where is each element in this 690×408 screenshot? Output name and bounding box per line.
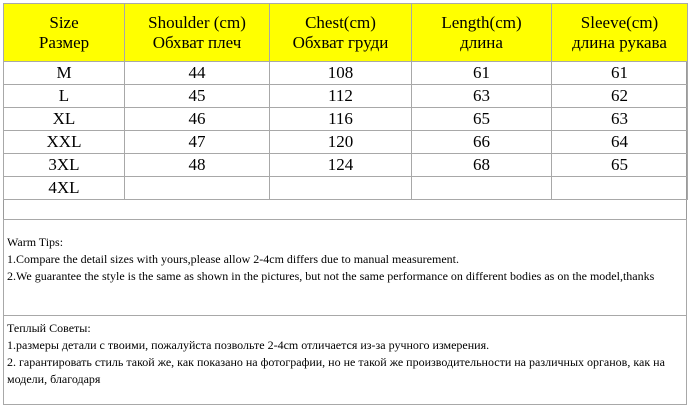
- header-size: [4, 4, 125, 62]
- tips-ru-line-2: 2. гарантировать стиль такой же, как показано на фотографии, но не такой же производительности на различных органов, как на модели, благодаря: [7, 355, 665, 386]
- cell-length: 61: [412, 62, 552, 85]
- cell-length: 63: [412, 85, 552, 108]
- cell-shoulder: 45: [125, 85, 270, 108]
- cell-size: 4XL: [4, 177, 125, 200]
- header-sleeve-ru: длина рукава: [572, 32, 667, 52]
- cell-shoulder: 46: [125, 108, 270, 131]
- size-chart-table: [3, 3, 688, 200]
- cell-length: 68: [412, 154, 552, 177]
- header-chest-en: Chest(cm): [305, 12, 376, 32]
- cell-length: 66: [412, 131, 552, 154]
- cell-sleeve: 64: [552, 131, 688, 154]
- header-size-ru: Размер: [38, 32, 90, 52]
- table-row: [4, 131, 688, 154]
- tips-en-line-1: 1.Compare the detail sizes with yours,please allow 2-4cm differs due to manual measurement.: [7, 252, 459, 266]
- tips-ru-line-1: 1.размеры детали с твоими, пожалуйста позвольте 2-4cm отличается из-за ручного измерения.: [7, 338, 490, 352]
- tips-en-line-2: 2.We guarantee the style is the same as shown in the pictures, but not the same performance on different bodies as on the model,thanks: [7, 269, 655, 283]
- header-chest: [270, 4, 412, 62]
- tips-ru-title: Теплый Советы:: [7, 321, 91, 335]
- table-row: [4, 85, 688, 108]
- header-shoulder-en: Shoulder (cm): [148, 12, 246, 32]
- warm-tips-russian: [3, 315, 687, 405]
- header-shoulder: [125, 4, 270, 62]
- cell-sleeve: 65: [552, 154, 688, 177]
- header-length-en: Length(cm): [441, 12, 522, 32]
- cell-chest: 124: [270, 154, 412, 177]
- header-sleeve: [552, 4, 688, 62]
- warm-tips-english: [3, 219, 687, 316]
- cell-size: M: [4, 62, 125, 85]
- cell-sleeve: 63: [552, 108, 688, 131]
- cell-size: 3XL: [4, 154, 125, 177]
- cell-size: XXL: [4, 131, 125, 154]
- header-chest-ru: Обхват груди: [292, 32, 389, 52]
- cell-size: L: [4, 85, 125, 108]
- cell-chest: 120: [270, 131, 412, 154]
- cell-length: 65: [412, 108, 552, 131]
- table-row: [4, 177, 688, 200]
- header-sleeve-en: Sleeve(cm): [580, 12, 659, 32]
- header-size-en: Size: [49, 12, 79, 32]
- header-length-ru: длина: [460, 32, 503, 52]
- table-header-row: [4, 4, 688, 62]
- table-row: [4, 62, 688, 85]
- cell-sleeve: 61: [552, 62, 688, 85]
- cell-chest: [270, 177, 412, 200]
- cell-chest: 116: [270, 108, 412, 131]
- header-shoulder-ru: Обхват плеч: [152, 32, 242, 52]
- cell-shoulder: 44: [125, 62, 270, 85]
- table-row: [4, 154, 688, 177]
- cell-sleeve: 62: [552, 85, 688, 108]
- cell-shoulder: 48: [125, 154, 270, 177]
- cell-size: XL: [4, 108, 125, 131]
- tips-en-title: Warm Tips:: [7, 235, 64, 249]
- header-length: [412, 4, 552, 62]
- cell-length: [412, 177, 552, 200]
- cell-shoulder: 47: [125, 131, 270, 154]
- cell-chest: 112: [270, 85, 412, 108]
- table-row: [4, 108, 688, 131]
- cell-sleeve: [552, 177, 688, 200]
- cell-shoulder: [125, 177, 270, 200]
- cell-chest: 108: [270, 62, 412, 85]
